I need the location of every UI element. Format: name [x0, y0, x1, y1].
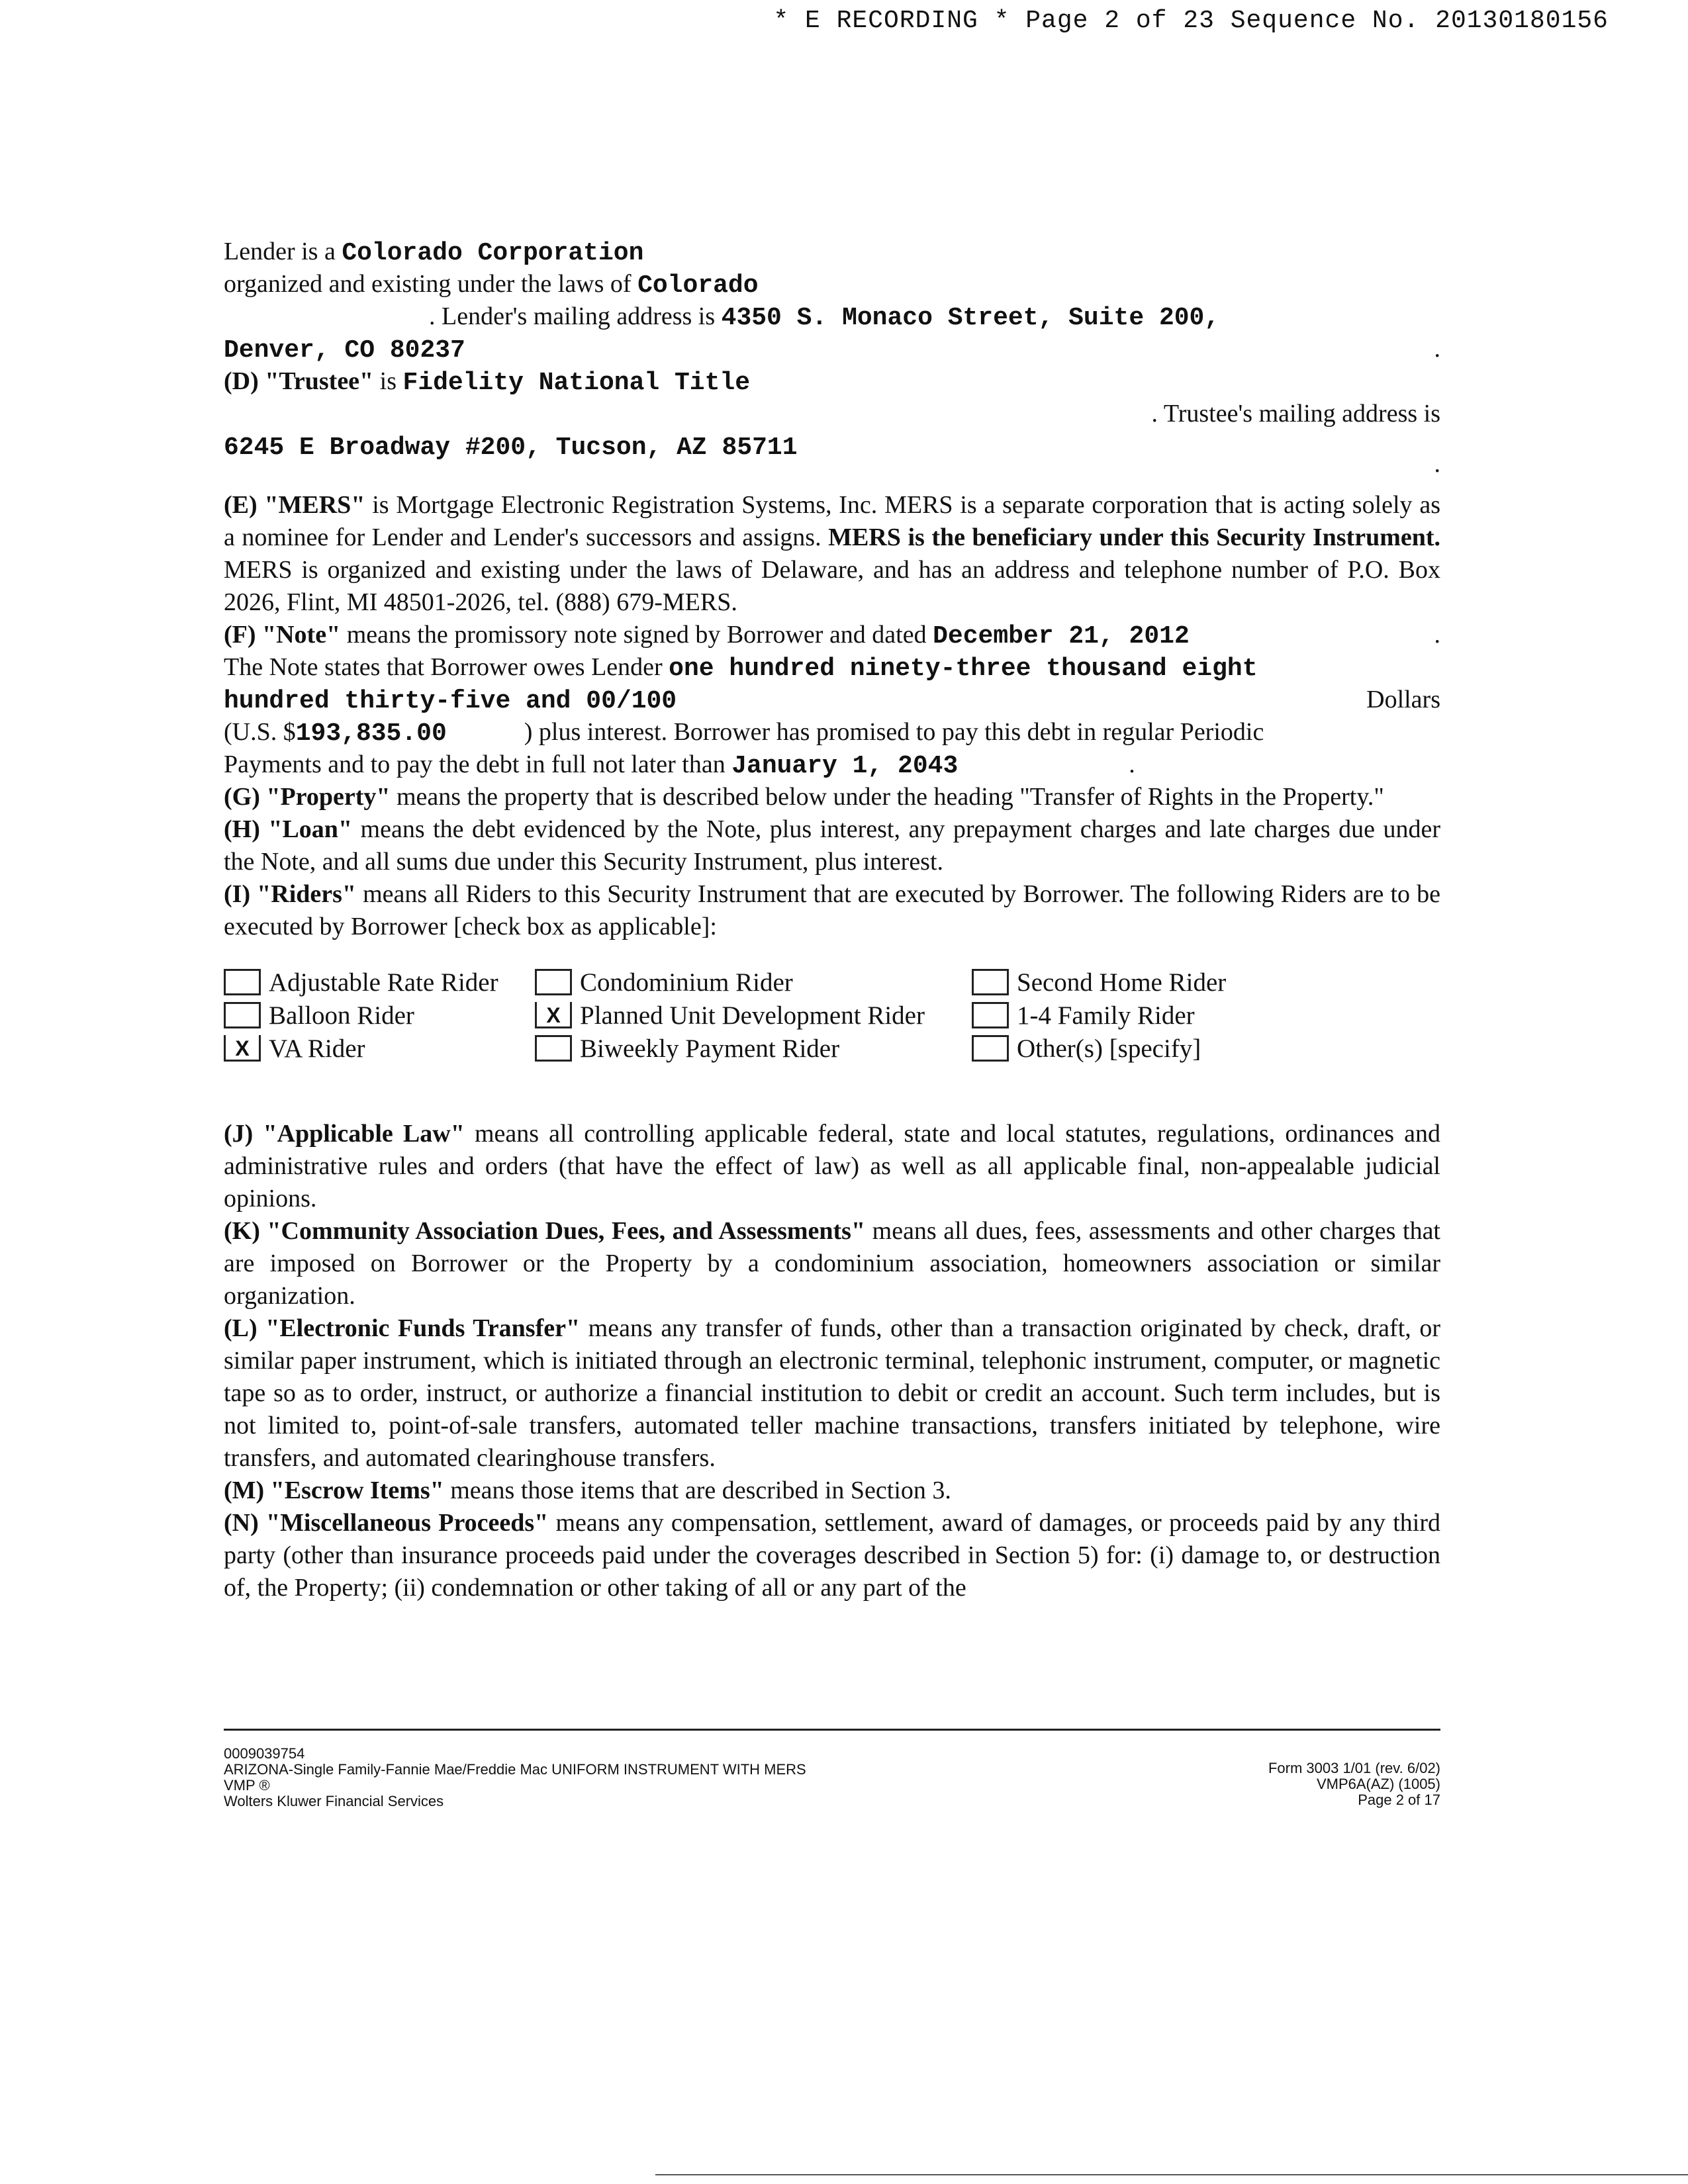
lender-mailing-intro: . Lender's mailing address is — [429, 302, 722, 330]
note-maturity: January 1, 2043 — [731, 752, 959, 780]
lender-type: Colorado Corporation — [342, 239, 644, 267]
lender-line-3 — [224, 300, 1440, 333]
lender-intro: Lender is a — [224, 238, 342, 265]
rider-checkbox[interactable]: X — [224, 1035, 261, 1062]
recording-header: * E RECORDING * Page 2 of 23 Sequence No. 20130180156 — [773, 7, 1609, 35]
note-amount-words-1: one hundred ninety-three thousand eight — [669, 655, 1258, 683]
rider-label: Other(s) [specify] — [1017, 1034, 1201, 1063]
rider-item — [972, 1032, 1283, 1065]
rider-item — [972, 966, 1283, 999]
eft-paragraph — [224, 1312, 1440, 1475]
note-line-1 — [224, 619, 1440, 651]
scan-bottom-line — [655, 2174, 1688, 2175]
note-line-4 — [224, 716, 1440, 749]
loan-label: (H) "Loan" — [224, 815, 353, 843]
community-paragraph — [224, 1215, 1440, 1312]
community-text: means all dues, fees, assessments and other charges that are imposed on Borrower or the Property by a condominium association, homeowners association or similar organization. — [224, 1217, 1440, 1310]
riders-label: (I) "Riders" — [224, 880, 357, 908]
note-end: . — [1129, 751, 1135, 778]
escrow-paragraph — [224, 1475, 1440, 1507]
mers-paragraph — [224, 489, 1440, 619]
mers-text-2: MERS is organized and existing under the laws of Delaware, and has an address and telephone number of P.O. Box 2026, Flint, MI 48501-2026, tel. (888) 679-MERS. — [224, 556, 1440, 616]
trustee-line-1 — [224, 365, 1440, 398]
trustee-line-3 — [224, 430, 1440, 463]
mers-text-1: is Mortgage Electronic Registration Systems, Inc. MERS is a separate corporation that is acting solely as a nominee for Lender and Lender's successors and assigns. — [224, 491, 1440, 551]
trustee-end: . — [1434, 450, 1440, 478]
footer-form-description: ARIZONA-Single Family-Fannie Mae/Freddie Mac UNIFORM INSTRUMENT WITH MERS — [224, 1761, 806, 1778]
rider-checkbox[interactable] — [972, 1002, 1009, 1028]
rider-checkbox[interactable] — [224, 1002, 261, 1028]
note-owes: The Note states that Borrower owes Lender — [224, 653, 669, 681]
rider-item — [535, 1032, 972, 1065]
rider-checkbox[interactable] — [972, 969, 1009, 995]
escrow-label: (M) "Escrow Items" — [224, 1477, 444, 1504]
rider-item — [535, 966, 972, 999]
footer-publisher: Wolters Kluwer Financial Services — [224, 1793, 444, 1809]
note-dot: . — [1434, 621, 1440, 649]
rider-label: Planned Unit Development Rider — [580, 1001, 925, 1030]
footer-vmp: VMP ® — [224, 1777, 270, 1794]
loan-paragraph — [224, 813, 1440, 878]
escrow-text: means those items that are described in Section 3. — [444, 1477, 951, 1504]
trustee-name: Fidelity National Title — [402, 369, 751, 397]
misc-label: (N) "Miscellaneous Proceeds" — [224, 1509, 549, 1537]
trustee-mailing: . Trustee's mailing address is — [1151, 400, 1440, 428]
note-text-2: ) plus interest. Borrower has promised to pay this debt in regular Periodic — [524, 718, 1264, 746]
rider-label: Balloon Rider — [269, 1001, 414, 1030]
rider-item — [224, 999, 535, 1032]
rider-item — [535, 999, 972, 1032]
rider-label: Condominium Rider — [580, 968, 793, 997]
lender-organized: organized and existing under the laws of — [224, 270, 638, 298]
mers-label: (E) "MERS" — [224, 491, 365, 519]
applicable-law-label: (J) "Applicable Law" — [224, 1120, 465, 1148]
rider-checkbox[interactable]: X — [535, 1002, 572, 1028]
rider-label: Biweekly Payment Rider — [580, 1034, 840, 1063]
property-label: (G) "Property" — [224, 783, 391, 811]
note-dollars: Dollars — [1366, 686, 1440, 713]
riders-checklist — [224, 966, 1440, 1065]
note-date: December 21, 2012 — [933, 622, 1190, 651]
applicable-law-paragraph — [224, 1118, 1440, 1215]
rider-checkbox[interactable] — [224, 969, 261, 995]
note-text-1: means the promissory note signed by Borrower and dated — [340, 621, 933, 649]
footer-rule — [224, 1729, 1440, 1731]
lender-address-1: 4350 S. Monaco Street, Suite 200, — [721, 304, 1220, 332]
rider-item — [972, 999, 1283, 1032]
riders-text: means all Riders to this Security Instrument that are executed by Borrower. The following Riders are to be executed by Borrower [check box as applicable]: — [224, 880, 1440, 940]
eft-label: (L) "Electronic Funds Transfer" — [224, 1314, 581, 1342]
note-line-2 — [224, 651, 1440, 684]
footer-right — [1268, 1760, 1440, 1808]
lender-address-2: Denver, CO 80237 — [224, 336, 465, 365]
rider-label: Adjustable Rate Rider — [269, 968, 498, 997]
misc-paragraph — [224, 1507, 1440, 1604]
footer-left — [224, 1746, 806, 1809]
note-us-prefix: (U.S. $ — [224, 718, 296, 746]
rider-item — [224, 1032, 535, 1065]
note-text-3: Payments and to pay the debt in full not later than — [224, 751, 732, 778]
rider-label: 1-4 Family Rider — [1017, 1001, 1195, 1030]
community-label: (K) "Community Association Dues, Fees, and Assessments" — [224, 1217, 866, 1245]
note-line-3 — [224, 684, 1440, 716]
footer-loan-number: 0009039754 — [224, 1745, 305, 1762]
trustee-address: 6245 E Broadway #200, Tucson, AZ 85711 — [224, 433, 798, 462]
eft-text: means any transfer of funds, other than a transaction originated by check, draft, or similar paper instrument, which is initiated through an electronic terminal, telephonic instrument, computer, or magnetic tape so as to order, instruct, or authorize a financial institution to debit or credit an account. Such term includes, but is not limited to, point-of-sale transfers, automated teller machine transactions, transfers initiated by telephone, wire transfers, and automated clearinghouse transfers. — [224, 1314, 1440, 1472]
rider-checkbox[interactable] — [535, 1035, 572, 1062]
trustee-line-4 — [224, 450, 1440, 489]
property-text: means the property that is described below under the heading "Transfer of Rights in the Property." — [390, 783, 1384, 811]
applicable-law-text: means all controlling applicable federal, state and local statutes, regulations, ordinances and administrative rules and orders (that have the effect of law) as well as all applicable final, non-appealable judicial opinions. — [224, 1120, 1440, 1212]
loan-text: means the debt evidenced by the Note, plus interest, any prepayment charges and late charges due under the Note, and all sums due under this Security Instrument, plus interest. — [224, 815, 1440, 876]
lender-line-2 — [224, 268, 1440, 300]
lender-state: Colorado — [637, 271, 759, 300]
lender-line-1 — [224, 236, 1440, 268]
trustee-line-2 — [224, 398, 1440, 430]
misc-text: means any compensation, settlement, award of damages, or proceeds paid by any third party (other than insurance proceeds paid under the coverages described in Section 5) for: (i) damage to, or destruction of, the Property; (ii) condemnation or other taking of all or any part of the — [224, 1509, 1440, 1602]
rider-label: VA Rider — [269, 1034, 365, 1063]
footer-form-number: Form 3003 1/01 (rev. 6/02) — [1268, 1760, 1440, 1776]
footer-vmp-code: VMP6A(AZ) (1005) — [1316, 1776, 1440, 1792]
rider-item — [224, 966, 535, 999]
lender-end: . — [1434, 335, 1440, 363]
rider-label: Second Home Rider — [1017, 968, 1227, 997]
mers-bold: MERS is the beneficiary under this Security Instrument. — [828, 523, 1441, 551]
note-line-5 — [224, 749, 1440, 781]
riders-paragraph — [224, 878, 1440, 943]
document-body — [224, 236, 1440, 1604]
property-paragraph — [224, 781, 1440, 813]
footer-page-number: Page 2 of 17 — [1358, 1792, 1440, 1808]
rider-checkbox[interactable] — [535, 969, 572, 995]
trustee-is: is — [373, 367, 403, 395]
note-amount-words-2: hundred thirty-five and 00/100 — [224, 687, 677, 715]
note-amount: 193,835.00 — [295, 719, 447, 748]
trustee-label: (D) "Trustee" — [224, 367, 374, 395]
lender-line-4 — [224, 333, 1440, 365]
rider-checkbox[interactable] — [972, 1035, 1009, 1062]
note-label: (F) "Note" — [224, 621, 341, 649]
